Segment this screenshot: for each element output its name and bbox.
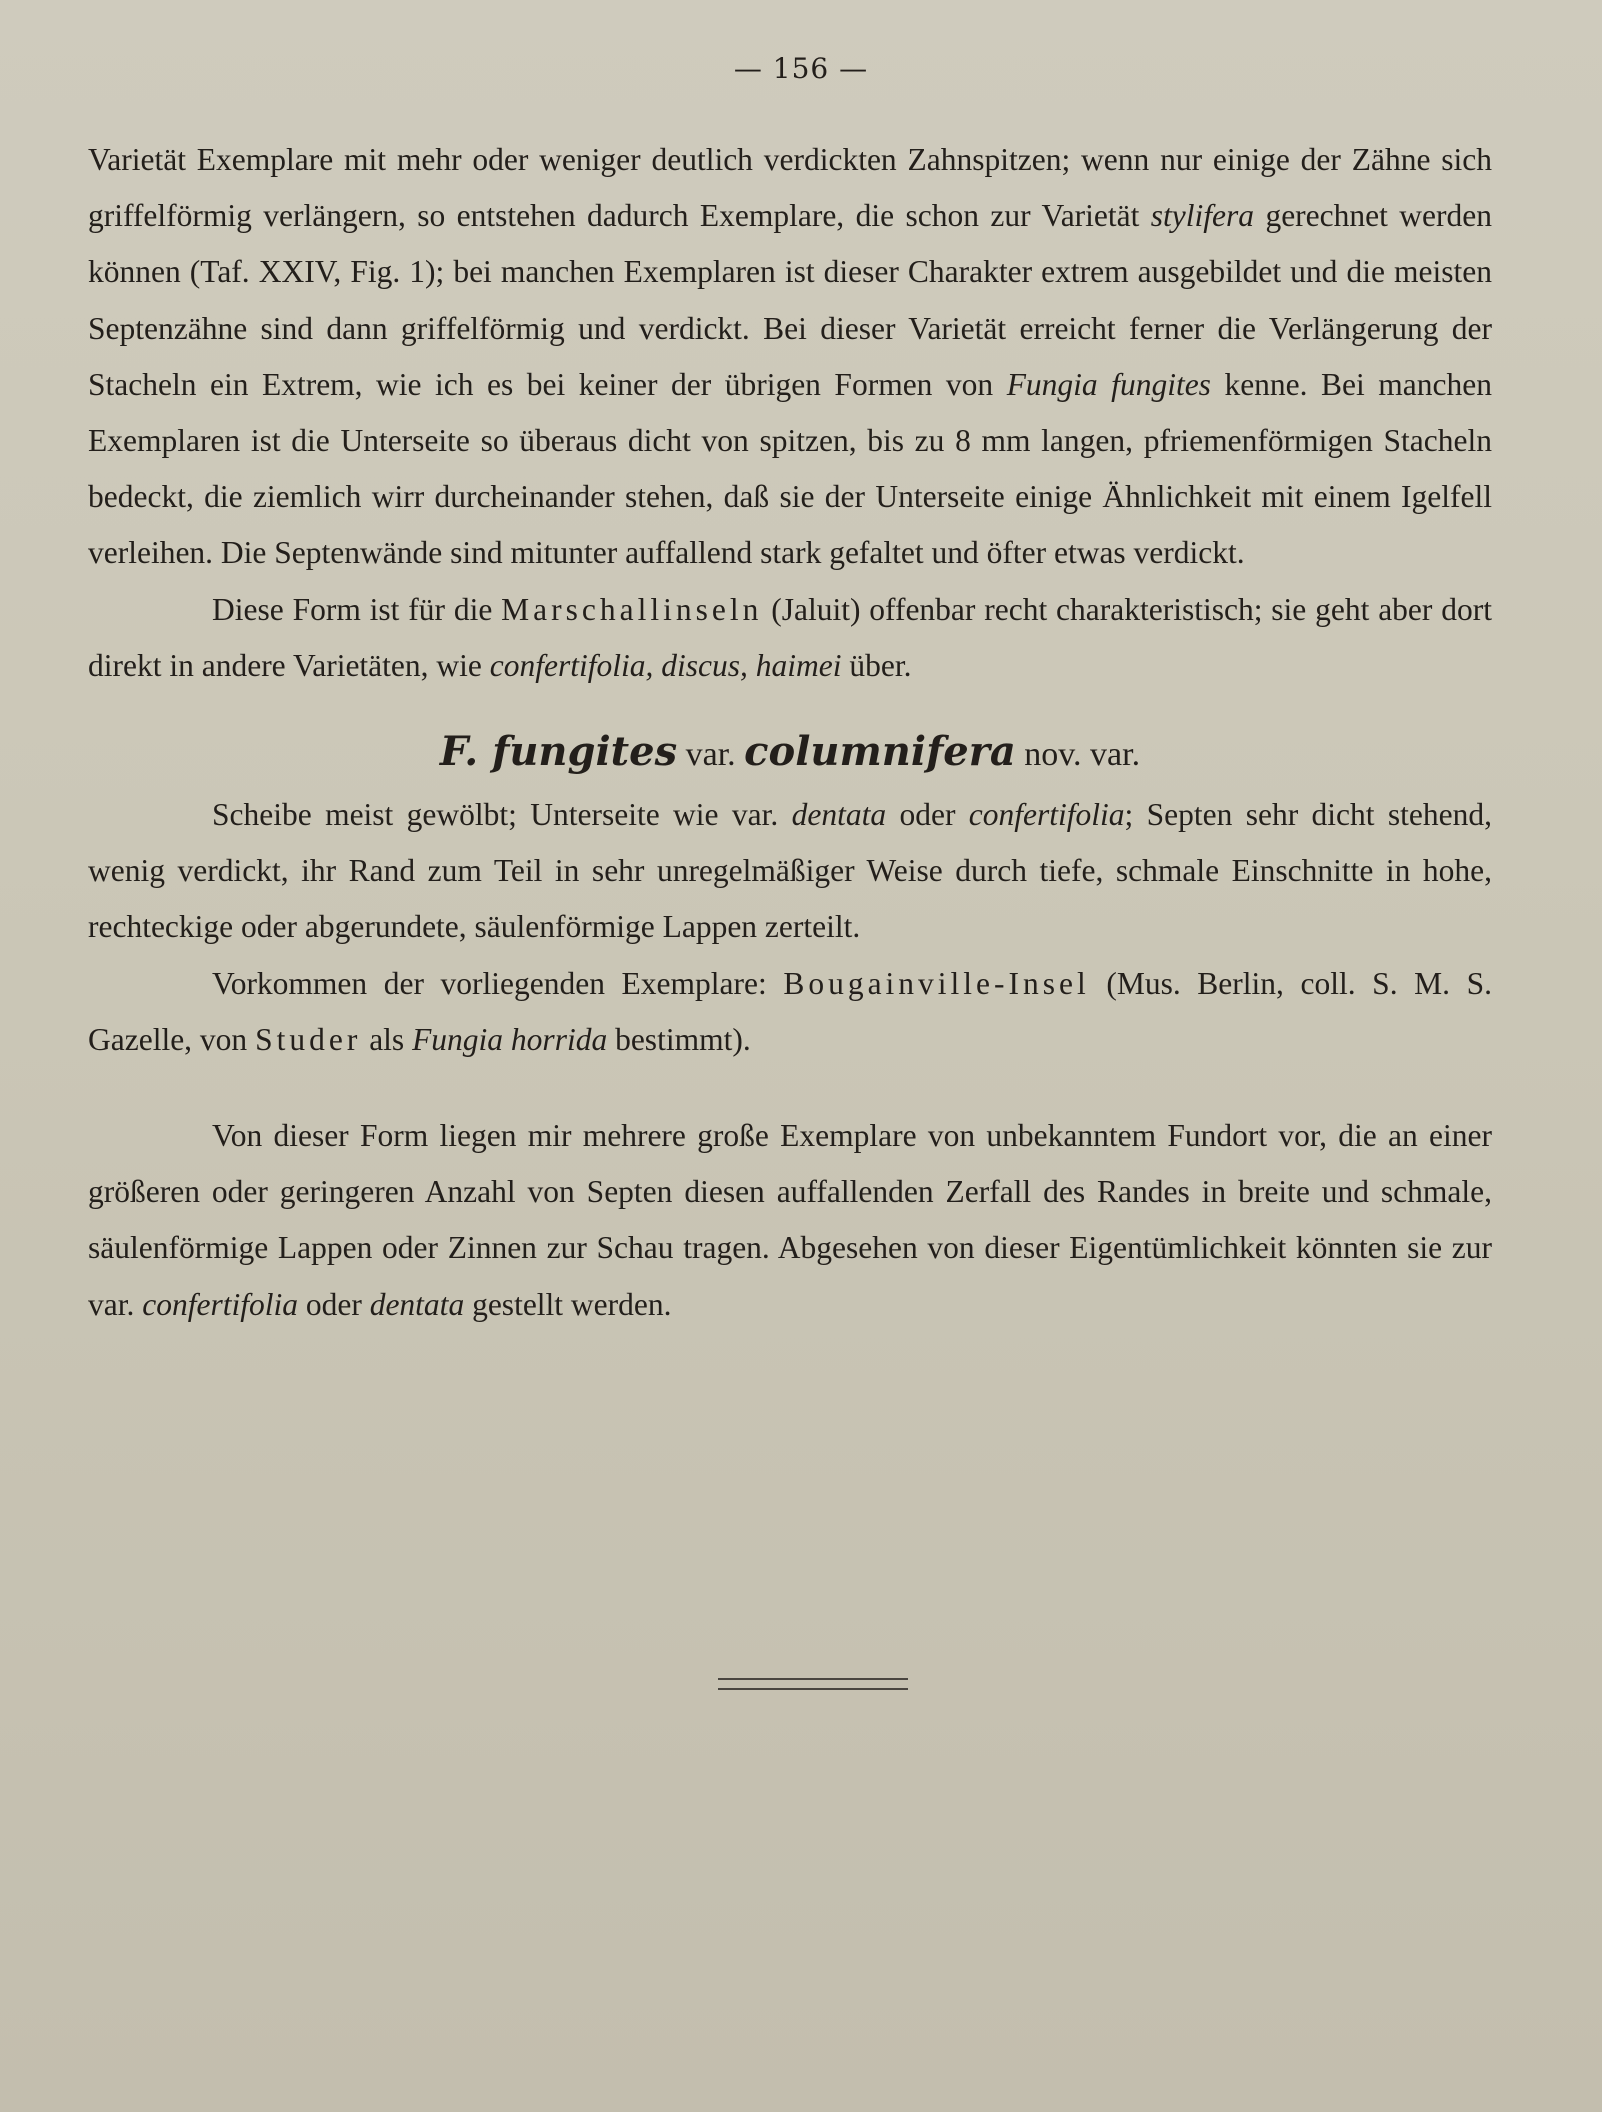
text-body	[88, 132, 1492, 1333]
text-run: über.	[841, 647, 912, 683]
text-run: (Jaluit) offenbar recht charakteristisch; sie geht aber dort direkt in andere Varietäten, wie	[88, 591, 1492, 683]
paragraph-p5	[88, 1108, 1492, 1333]
italic-term: stylifera	[1150, 198, 1255, 234]
text-run: nov. var.	[1015, 736, 1141, 774]
spaced-name: Marschallinseln	[501, 591, 763, 627]
text-run: Von dieser Form liegen mir mehrere große Exemplare von unbekanntem Fundort vor, die an einer größeren oder geringeren Anzahl von Septen diesen auffallenden Zerfall des Randes in breite und schmale, säulenförmige Lappen oder Zinnen zur Schau tragen. Abgesehen von dieser Eigentümlichkeit könnten sie zur var.	[88, 1118, 1492, 1322]
text-run: Vorkommen der vorliegenden Exemplare:	[212, 965, 784, 1001]
text-run: Diese Form ist für die	[212, 591, 502, 627]
paragraph-p4	[88, 956, 1492, 1068]
paragraph-p2	[88, 582, 1492, 694]
heading-taxon: F. fungites	[439, 728, 678, 776]
italic-term: dentata	[791, 797, 887, 833]
text-run: bestimmt).	[607, 1021, 751, 1057]
paragraph-p1	[88, 132, 1492, 582]
section-heading	[88, 722, 1492, 785]
text-run: var.	[677, 736, 745, 774]
italic-term: dentata	[369, 1286, 465, 1322]
text-run: kenne. Bei manchen Exemplaren ist die Unterseite so überaus dicht von spitzen, bis zu 8 mm langen, pfriemenförmigen Stacheln bedeckt, die ziemlich wirr durcheinander stehen, daß sie der Unterseite einige Ähnlichkeit mit einem Igelfell verleihen. Die Septenwände sind mitunter auffallend stark gefaltet und öfter etwas verdickt.	[88, 366, 1492, 571]
italic-term: confertifolia	[142, 1286, 298, 1322]
spaced-name: Studer	[255, 1021, 362, 1057]
text-run: oder	[297, 1286, 370, 1322]
text-run: Scheibe meist gewölbt; Unterseite wie var.	[212, 797, 792, 833]
spaced-name: Bougainville-Insel	[783, 965, 1090, 1001]
text-run: oder	[886, 797, 969, 833]
text-run: (Mus. Berlin, coll. S. M. S. Gazelle, von	[88, 965, 1492, 1057]
italic-term: Fungia horrida	[412, 1021, 608, 1057]
italic-term: confertifolia, discus, haimei	[489, 647, 842, 683]
heading-taxon: columnifera	[744, 728, 1016, 776]
text-run: gestellt werden.	[464, 1286, 672, 1322]
italic-term: confertifolia	[968, 797, 1125, 833]
italic-term: Fungia fungites	[1006, 366, 1211, 402]
page-number: — 156 —	[733, 52, 869, 85]
text-run: als	[361, 1021, 413, 1057]
paragraph-gap	[88, 1068, 1492, 1108]
text-run: ; Septen sehr dicht stehend, wenig verdickt, ihr Rand zum Teil in sehr unregelmäßiger Weise durch tiefe, schmale Einschnitte in hohe, rechteckige oder abgerundete, säulenförmige Lappen zerteilt.	[88, 797, 1492, 945]
text-run: Varietät Exemplare mit mehr oder weniger deutlich verdickten Zahnspitzen; wenn nur einige der Zähne sich griffelförmig verlängern, so entstehen dadurch Exemplare, die schon zur Varietät	[88, 142, 1492, 234]
text-run: gerechnet werden können (Taf. XXIV, Fig. 1); bei manchen Exemplaren ist dieser Charakter extrem ausgebildet und die meisten Septenzähne sind dann griffelförmig und verdickt. Bei dieser Varietät erreicht ferner die Verlängerung der Stacheln ein Extrem, wie ich es bei keiner der übrigen Formen von	[88, 198, 1492, 402]
closing-rule	[718, 1678, 908, 1690]
paragraph-p3	[88, 787, 1492, 956]
